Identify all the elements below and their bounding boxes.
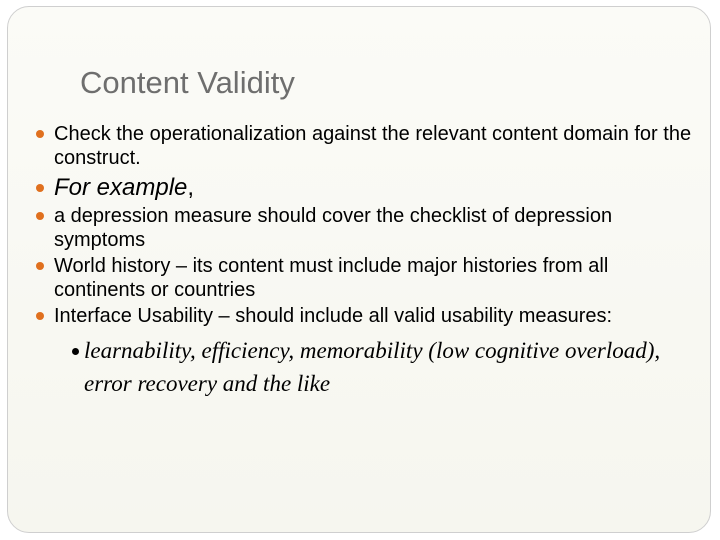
bullet-marker-icon [36,312,44,320]
sub-bullet-item [72,334,696,400]
bullet-text: , [187,174,195,201]
bullet-text: Check the operationalization against the relevant content domain for the construct. [54,123,692,169]
bullet-list [36,122,696,400]
slide-title: Content Validity [80,65,295,100]
bullet-marker-icon [36,130,44,138]
bullet-text: a depression measure should cover the checklist of depression symptoms [54,205,613,251]
bullet-text-italic: For example [54,174,188,201]
bullet-marker-icon [36,212,44,220]
sub-bullet-text: learnability, efficiency, memorability (low cognitive overload), error recovery and the like [84,338,661,396]
bullet-marker-icon [36,184,44,192]
sub-bullet-marker-icon [72,348,79,355]
bullet-item [36,172,696,204]
bullet-text: World history – its content must include major histories from all continents or countries [54,255,609,301]
bullet-item [36,204,696,252]
bullet-item [36,254,696,302]
bullet-marker-icon [36,262,44,270]
bullet-item [36,304,696,328]
bullet-item [36,122,696,170]
bullet-text: Interface Usability – should include all valid usability measures: [54,305,613,327]
